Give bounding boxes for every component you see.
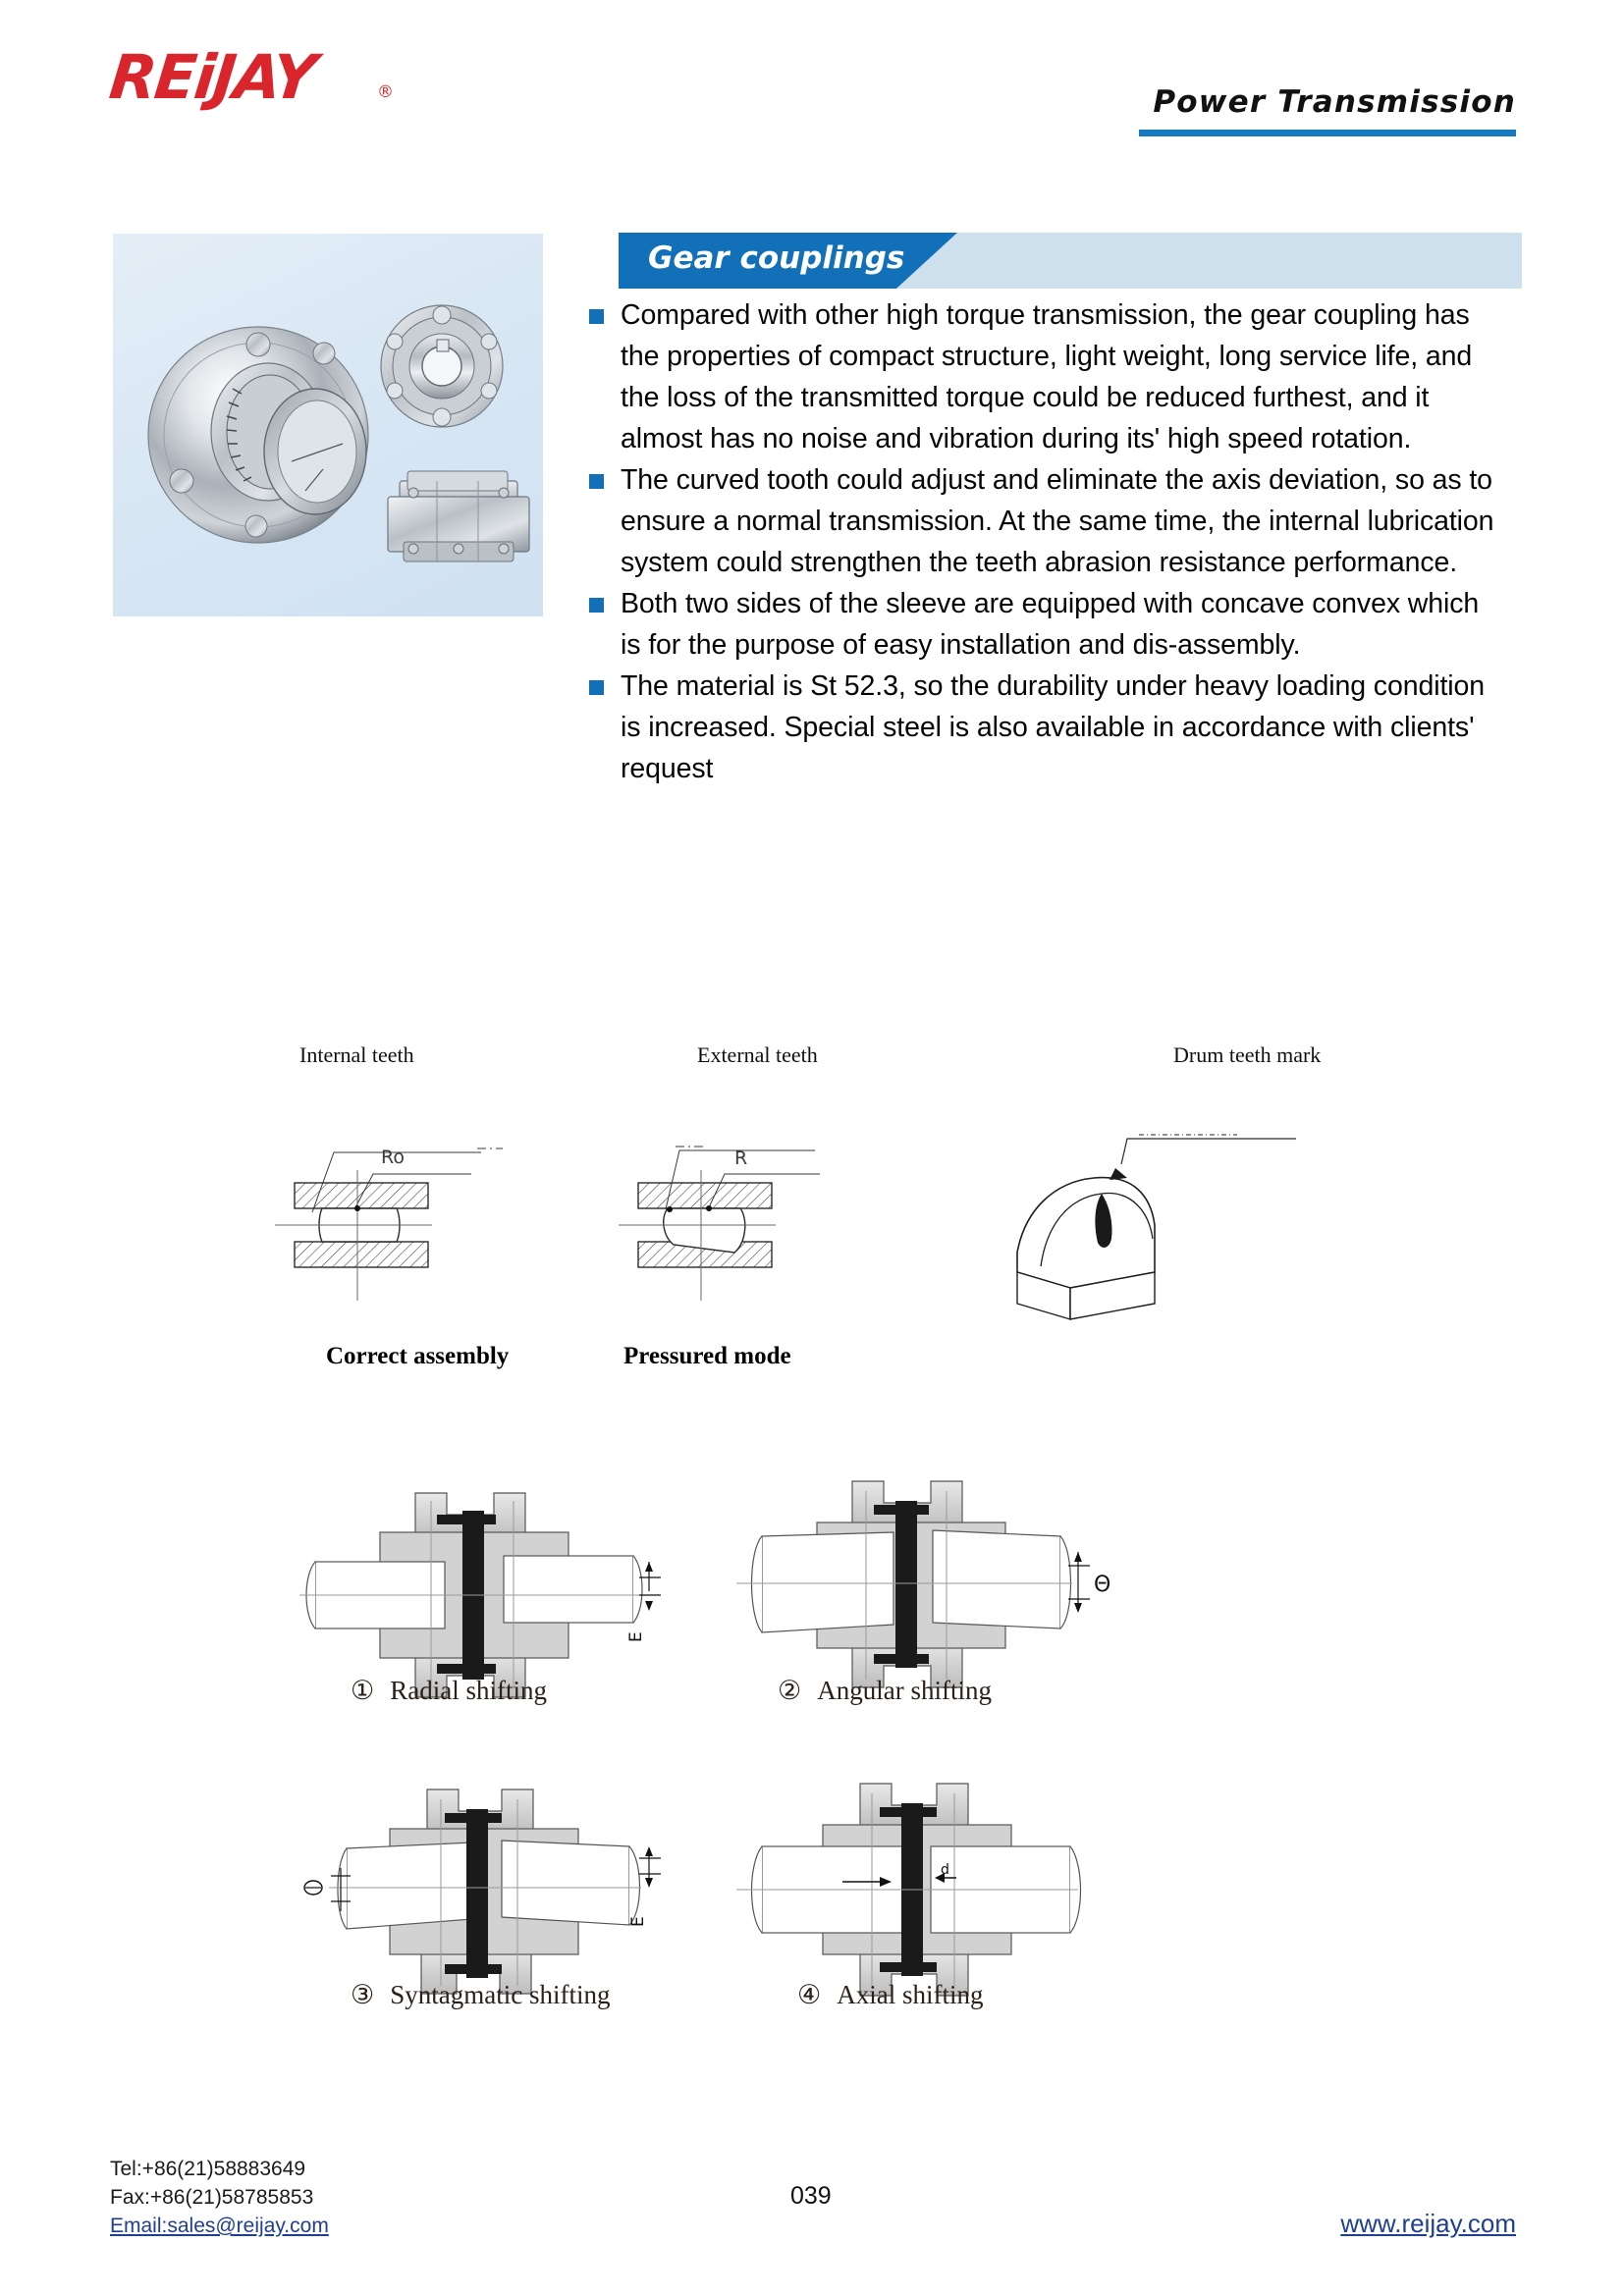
list-item-text: The material is St 52.3, so the durability under heavy loading condition is increased. Special steel is also available in accordance with clients' request [621, 670, 1485, 784]
shifting-label-2: Angular shifting [817, 1676, 992, 1705]
page-footer [0, 2140, 1624, 2296]
shifting-diagram-radial [299, 1468, 673, 1713]
list-item [589, 583, 1502, 666]
contact-tel: Tel:+86(21)58883649 [110, 2158, 306, 2180]
diagram-label-external-teeth: External teeth [697, 1042, 818, 1067]
theta-symbol: Θ [1094, 1573, 1110, 1597]
shifting-diagram-axial [736, 1772, 1110, 2017]
shifting-diagram-angular [736, 1468, 1110, 1713]
shifting-label-3: Syntagmatic shifting [390, 1980, 611, 2009]
feature-bullet-list [589, 294, 1502, 789]
section-title: Gear couplings [648, 240, 905, 276]
shifting-caption-radial [351, 1676, 547, 1706]
square-bullet-icon [589, 309, 604, 324]
svg-text:E: E [626, 1631, 646, 1642]
correct-assembly-diagram [275, 1080, 530, 1325]
shifting-caption-angular [778, 1676, 992, 1706]
svg-text:E: E [628, 1916, 648, 1927]
page-title: Power Transmission [1153, 84, 1516, 120]
drum-teeth-mark-diagram [1011, 1080, 1335, 1335]
shifting-diagram-syntagmatic [299, 1772, 673, 2017]
list-item [589, 666, 1502, 789]
page-header [0, 0, 1624, 177]
logo-wordmark: REiJAY [106, 41, 319, 113]
diagram-label-internal-teeth: Internal teeth [299, 1042, 414, 1067]
square-bullet-icon [589, 598, 604, 613]
page-number: 039 [790, 2182, 832, 2210]
diagram-label-drum-teeth-mark: Drum teeth mark [1173, 1042, 1322, 1067]
diagram-caption-correct-assembly: Correct assembly [326, 1343, 510, 1369]
list-item-text: The curved tooth could adjust and eliminate the axis deviation, so as to ensure a normal transmission. At the same time, the internal lubrication system could strengthen the teeth abrasion resistance performance. [621, 464, 1494, 578]
registered-trademark-icon: ® [377, 82, 394, 102]
shifting-label-1: Radial shifting [390, 1676, 547, 1705]
gear-coupling-photo-illustration [113, 234, 543, 616]
square-bullet-icon [589, 474, 604, 489]
shifting-number-2: ② [778, 1676, 802, 1705]
contact-fax: Fax:+86(21)58785853 [110, 2186, 314, 2209]
shifting-number-3: ③ [351, 1980, 375, 2009]
pressured-mode-diagram [619, 1080, 874, 1325]
square-bullet-icon [589, 680, 604, 695]
svg-text:Ro: Ro [381, 1147, 405, 1168]
list-item-text: Both two sides of the sleeve are equipped with concave convex which is for the purpose of easy installation and dis-assembly. [621, 588, 1480, 661]
reijay-logo [106, 41, 405, 122]
svg-text:d: d [941, 1862, 949, 1878]
shifting-label-4: Axial shifting [837, 1980, 984, 2009]
list-item-text: Compared with other high torque transmission, the gear coupling has the properties of compact structure, light weight, long service life, and the loss of the transmitted torque could be reduced furthest, and it almost has no noise and vibration during its' high speed rotation. [621, 299, 1473, 454]
header-title-block [1139, 84, 1516, 136]
tooth-engagement-diagrams [0, 1031, 1624, 1404]
list-item [589, 459, 1502, 583]
shifting-number-4: ④ [797, 1980, 822, 2009]
contact-email-link[interactable]: Email:sales@reijay.com [110, 2215, 329, 2237]
product-photo [113, 234, 543, 616]
section-banner [619, 233, 1522, 289]
website-link[interactable]: www.reijay.com [1340, 2209, 1516, 2238]
list-item [589, 294, 1502, 459]
diagram-caption-pressured-mode: Pressured mode [623, 1343, 791, 1369]
shifting-number-1: ① [351, 1676, 375, 1705]
shifting-caption-syntagmatic [351, 1980, 610, 2010]
header-rule-divider [1139, 130, 1516, 136]
shifting-caption-axial [797, 1980, 983, 2010]
svg-text:R: R [734, 1148, 748, 1169]
contact-block [110, 2155, 329, 2240]
